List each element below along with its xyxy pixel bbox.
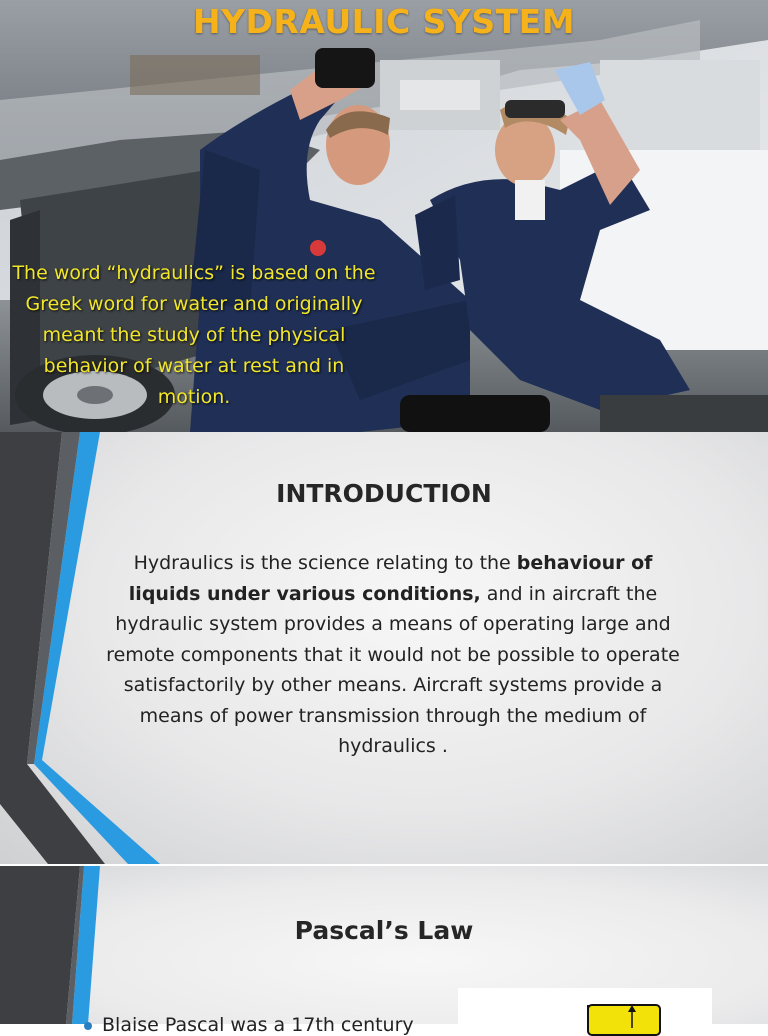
slide-introduction bbox=[0, 432, 768, 864]
bullet-text: Blaise Pascal was a 17th century bbox=[102, 1014, 414, 1036]
hydraulics-definition-caption: The word “hydraulics” is based on the Greek word for water and originally meant the study of the physical behavior of water at rest and in motion. bbox=[12, 262, 376, 408]
slide-hydraulic-system bbox=[0, 0, 768, 432]
pascal-diagram-figure bbox=[458, 988, 712, 1028]
intro-text-part1: Hydraulics is the science relating to the bbox=[133, 552, 517, 574]
pressure-container-diagram bbox=[458, 988, 712, 1028]
slide-heading: INTRODUCTION bbox=[276, 479, 492, 508]
slide-heading: Pascal’s Law bbox=[294, 916, 474, 945]
bullet-dot-icon bbox=[84, 1022, 92, 1030]
introduction-paragraph bbox=[98, 548, 688, 762]
slide-pascals-law bbox=[0, 866, 768, 1036]
intro-text-bold: behaviour of liquids under various conditions, bbox=[128, 552, 653, 605]
intro-text-part2: and in aircraft the hydraulic system provides a means of operating large and remote components that it would not be possible to operate satisfactorily by other means. Aircraft systems provide a means of power transmission through the medium of hydraulics . bbox=[106, 582, 680, 757]
bullet-item bbox=[84, 1014, 414, 1036]
slide-title: HYDRAULIC SYSTEM bbox=[193, 2, 575, 41]
